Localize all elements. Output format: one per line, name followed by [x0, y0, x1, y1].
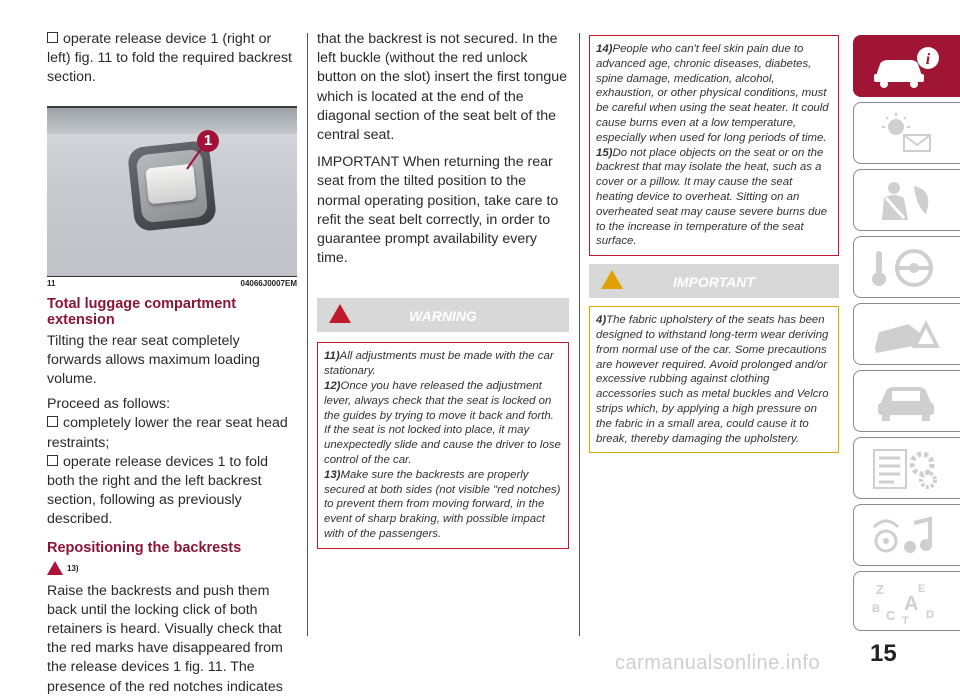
multimedia-icon	[870, 515, 942, 557]
index-letter: E	[918, 583, 926, 595]
warning-lights-icon	[870, 113, 942, 155]
car-info-icon	[870, 46, 942, 88]
paragraph: operate release device 1 (right or left) fig. 11 to fold the required backrest section.	[47, 31, 292, 86]
tab-car-info[interactable]	[853, 35, 960, 97]
important-box: 4)The fabric upholstery of the seats has been designed to withstand long-term wear deriving from normal use of the car. Some precautions are however required. Avoid prolonged and/or excessive rubbing against clothing accessories such as metal buckles and Velcro strips which, by applying a high pressure on the fabric in a small area, could cause it to break, thereby damaging the upholstery.	[589, 306, 839, 453]
paragraph: Proceed as follows:	[47, 396, 171, 413]
technical-data-icon	[870, 448, 942, 490]
tab-emergency[interactable]	[853, 303, 960, 365]
paragraph: IMPORTANT When returning the rear seat from the tilted position to the normal operating position, take care to refit the seat belt correctly, in order to guarantee prompt availability every time.	[317, 154, 559, 267]
paragraph: Tilting the rear seat completely forwards allows maximum loading volume.	[47, 332, 260, 388]
warning-box: 11)All adjustments must be made with the car stationary. 12)Once you have released the adjustment lever, always check that the seat is locked on the guides by trying to move it back and forth. If the seat is not locked into place, it may unexpectedly slide and cause the driver to lose control of the car. 13)Make sure the backrests are properly secured at both sides (not visible "red notches) to prevent them from moving forward, in the event of sharp braking, with possible impact with of the passengers.	[317, 342, 569, 548]
warning-box-continued: 14)People who can't feel skin pain due to advanced age, chronic diseases, diabetes, spine damage, medication, alcohol, exhaustion, or other physical conditions, must be careful when using the seat heater. It could cause burns even at a low temperature, especially when used for long periods of time. 15)Do not place objects on the seat or on the backrest that may isolate the heat, such as a cover or a pillow. It may cause the seat heating device to overheat. Sitting on an overheated seat may cause severe burns due to the increase in temperature of the seat surface.	[589, 35, 839, 256]
bullet-icon	[47, 32, 58, 43]
warning-reference: 13)	[47, 560, 297, 582]
index-icon	[870, 582, 942, 624]
tab-index[interactable]	[853, 571, 960, 631]
heading-total-luggage: Total luggage compartment extension	[47, 295, 237, 328]
tab-multimedia[interactable]	[853, 504, 960, 566]
bullet-item: operate release devices 1 to fold both the right and the left backrest section, following as previously described.	[47, 453, 269, 528]
column-1	[47, 30, 297, 697]
index-letter: Z	[876, 582, 884, 597]
emergency-icon	[870, 314, 942, 356]
warning-triangle-icon	[47, 561, 63, 575]
column-3	[589, 35, 839, 453]
figure-code: 04066J0007EM	[240, 278, 297, 288]
warning-header	[317, 298, 569, 332]
tab-warning-lights[interactable]	[853, 102, 960, 164]
figure-release-device	[47, 106, 297, 276]
index-letter: A	[904, 593, 919, 615]
figure-callout: 1	[197, 130, 219, 152]
paragraph: that the backrest is not secured. In the left buckle (without the red unlock button on the slot) insert the first tongue which is located at the end of the diagonal section of the seat belt of the central seat.	[317, 31, 568, 144]
tab-starting-driving[interactable]	[853, 236, 960, 298]
column-2	[317, 30, 569, 549]
page-number: 15	[870, 640, 897, 667]
tab-technical-data[interactable]	[853, 437, 960, 499]
index-letter: D	[926, 609, 934, 621]
column-divider	[307, 33, 308, 636]
tab-safety[interactable]	[853, 169, 960, 231]
column-divider	[579, 33, 580, 636]
index-letter: B	[872, 603, 880, 615]
index-letter: T	[902, 615, 909, 624]
heading-repositioning: Repositioning the backrests	[47, 539, 242, 556]
figure-number: 11	[47, 278, 56, 288]
maintenance-icon	[870, 381, 942, 423]
watermark: carmanualsonline.info	[615, 652, 821, 674]
bullet-icon	[47, 455, 58, 466]
paragraph: Raise the backrests and push them back until the locking click of both retainers is heard. Visually check that the red marks have disappeared from the release devices 1 fig. 11. The presence of the red notches indicates	[47, 582, 283, 695]
bullet-item: completely lower the rear seat head restraints;	[47, 415, 288, 451]
figure-caption	[47, 276, 297, 290]
warning-title: WARNING	[409, 308, 477, 325]
important-header	[589, 264, 839, 298]
tab-maintenance[interactable]	[853, 370, 960, 432]
index-letter: C	[886, 608, 896, 623]
important-title: IMPORTANT	[673, 274, 755, 291]
safety-icon	[870, 180, 942, 222]
bullet-icon	[47, 416, 58, 427]
starting-driving-icon	[870, 247, 942, 289]
svg-text:i: i	[925, 51, 931, 68]
